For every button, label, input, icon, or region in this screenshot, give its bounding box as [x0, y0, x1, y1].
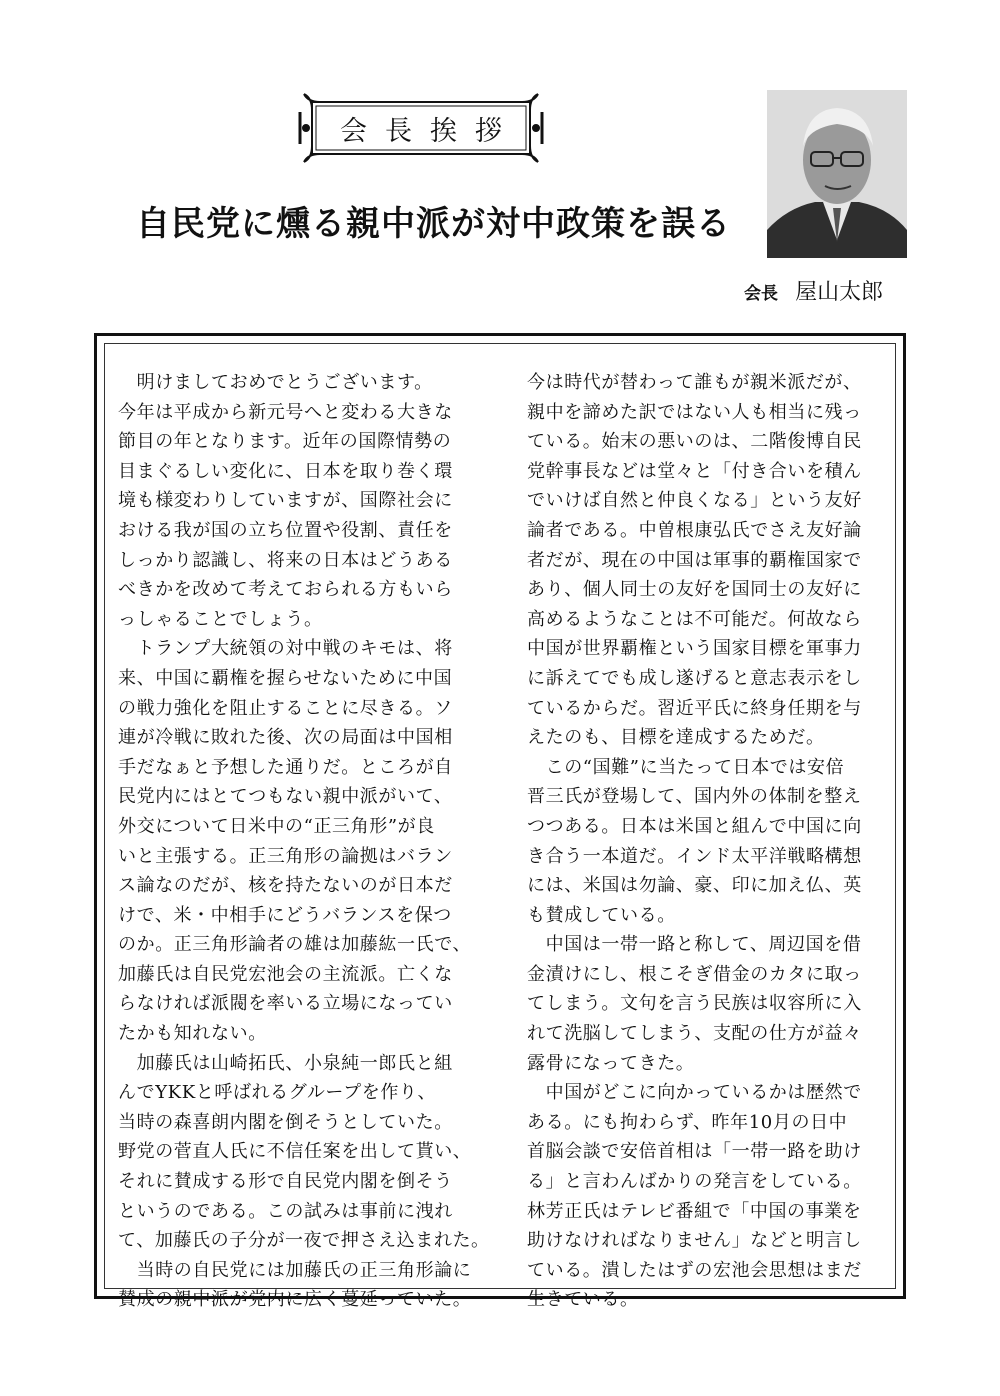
- author-byline: [744, 275, 910, 306]
- text-line: 明けましておめでとうございます。: [118, 372, 433, 393]
- text-line: 野党の菅直人氏に不信任案を出して貰い、: [118, 1141, 472, 1163]
- text-line: 首脳会談で安倍首相は「一帯一路を助け: [527, 1141, 862, 1163]
- text-line: 親中を諦めた訳ではない人も相当に残っ: [527, 401, 862, 423]
- text-line: いと主張する。正三角形の論拠はバラン: [118, 845, 453, 867]
- text-line: 今は時代が替わって誰もが親米派だが、: [527, 372, 862, 393]
- person-photo-icon: [767, 90, 907, 258]
- text-line: 高めるようなことは不可能だ。何故なら: [527, 608, 862, 630]
- text-line: らなければ派閥を率いる立場になってい: [118, 993, 453, 1015]
- text-line: んでYKKと呼ばれるグループを作り、: [118, 1082, 437, 1104]
- text-line: 当時の森喜朗内閣を倒そうとしていた。: [118, 1111, 453, 1133]
- text-line: 連が冷戦に敗れた後、次の局面は中国相: [118, 727, 453, 749]
- text-line: 来、中国に覇権を握らせないために中国: [118, 667, 453, 689]
- text-line: 助けなければなりません」などと明言し: [527, 1230, 862, 1252]
- text-line: き合う一本道だ。インド太平洋戦略構想: [527, 845, 862, 867]
- text-line: 露骨になってきた。: [527, 1052, 695, 1074]
- text-line: というのである。この試みは事前に洩れ: [118, 1200, 453, 1222]
- text-line: 中国は一帯一路と称して、周辺国を借: [527, 934, 862, 956]
- text-line: てしまう。文句を言う民族は収容所に入: [527, 993, 862, 1015]
- text-line: ある。にも拘わらず、昨年10月の日中: [527, 1111, 848, 1133]
- text-line: 生きている。: [527, 1289, 639, 1311]
- text-line: 中国が世界覇権という国家目標を軍事力: [527, 638, 862, 660]
- text-line: 金漬けにし、根こそぎ借金のカタに取っ: [527, 963, 862, 985]
- text-line: 目まぐるしい変化に、日本を取り巻く環: [118, 460, 453, 482]
- text-line: 加藤氏は自民党宏池会の主流派。亡くな: [118, 963, 453, 985]
- text-line: 外交について日米中の“正三角形”が良: [118, 815, 435, 837]
- text-line: この“国難”に当たって日本では安倍: [527, 756, 845, 778]
- text-line: ス論なのだが、核を持たないのが日本だ: [118, 875, 453, 897]
- article-column-right: [527, 368, 883, 1315]
- text-line: 民党内にはとてつもない親中派がいて、: [118, 786, 453, 808]
- text-line: 手だなぁと予想した通りだ。ところが自: [118, 756, 453, 778]
- text-line: の戦力強化を阻止することに尽きる。ソ: [118, 697, 453, 719]
- text-line: れて洗脳してしまう、支配の仕方が益々: [527, 1023, 862, 1045]
- text-line: ている。始末の悪いのは、二階俊博自民: [527, 431, 862, 453]
- text-line: 中国がどこに向かっているかは歴然で: [527, 1082, 862, 1104]
- section-emblem: [298, 88, 544, 168]
- text-line: には、米国は勿論、豪、印に加え仏、英: [527, 875, 862, 897]
- text-line: 今年は平成から新元号へと変わる大きな: [118, 401, 453, 423]
- text-line: しっかり認識し、将来の日本はどうある: [118, 549, 453, 571]
- text-line: あり、個人同士の友好を国同士の友好に: [527, 579, 862, 601]
- text-line: 林芳正氏はテレビ番組で「中国の事業を: [527, 1200, 862, 1222]
- text-line: 当時の自民党には加藤氏の正三角形論に: [118, 1259, 472, 1281]
- author-portrait: [767, 90, 907, 258]
- text-line: べきかを改めて考えておられる方もいら: [118, 579, 453, 601]
- text-line: る」と言わんばかりの発言をしている。: [527, 1171, 862, 1193]
- text-line: 節目の年となります。近年の国際情勢の: [118, 431, 452, 453]
- text-line: たかも知れない。: [118, 1023, 267, 1045]
- text-line: 者だが、現在の中国は軍事的覇権国家で: [527, 549, 862, 571]
- text-line: つつある。日本は米国と組んで中国に向: [527, 815, 862, 837]
- page-title: 自民党に燻る親中派が対中政策を誤る: [136, 204, 731, 244]
- text-line: て、加藤氏の子分が一夜で押さえ込まれた。: [118, 1230, 490, 1252]
- text-line: でいけば自然と仲良くなる」という友好: [527, 490, 862, 512]
- text-line: それに賛成する形で自民党内閣を倒そう: [118, 1171, 453, 1193]
- text-line: 境も様変わりしていますが、国際社会に: [118, 490, 453, 512]
- text-line: に訴えてでも成し遂げると意志表示をし: [527, 667, 862, 689]
- author-role: 会長: [744, 284, 778, 304]
- text-line: えたのも、目標を達成するためだ。: [527, 727, 825, 749]
- article-column-left: [118, 368, 490, 1315]
- text-line: のか。正三角形論者の雄は加藤紘一氏で、: [118, 934, 472, 956]
- text-line: トランプ大統領の対中戦のキモは、将: [118, 638, 453, 660]
- text-line: 晋三氏が登場して、国内外の体制を整え: [527, 786, 862, 808]
- text-line: けで、米・中相手にどうバランスを保つ: [118, 904, 452, 926]
- author-name: 屋山太郎: [795, 280, 884, 305]
- text-line: 党幹事長などは堂々と「付き合いを積ん: [527, 460, 862, 482]
- text-line: ている。潰したはずの宏池会思想はまだ: [527, 1259, 862, 1281]
- text-line: 賛成の親中派が党内に広く蔓延っていた。: [118, 1289, 472, 1311]
- text-line: ているからだ。習近平氏に終身任期を与: [527, 697, 862, 719]
- text-line: 加藤氏は山崎拓氏、小泉純一郎氏と組: [118, 1052, 453, 1074]
- section-label: 会長挨拶: [340, 115, 520, 147]
- text-line: おける我が国の立ち位置や役割、責任を: [118, 519, 453, 541]
- text-line: も賛成している。: [527, 904, 676, 926]
- text-line: っしゃることでしょう。: [118, 608, 323, 630]
- text-line: 論者である。中曽根康弘氏でさえ友好論: [527, 519, 862, 541]
